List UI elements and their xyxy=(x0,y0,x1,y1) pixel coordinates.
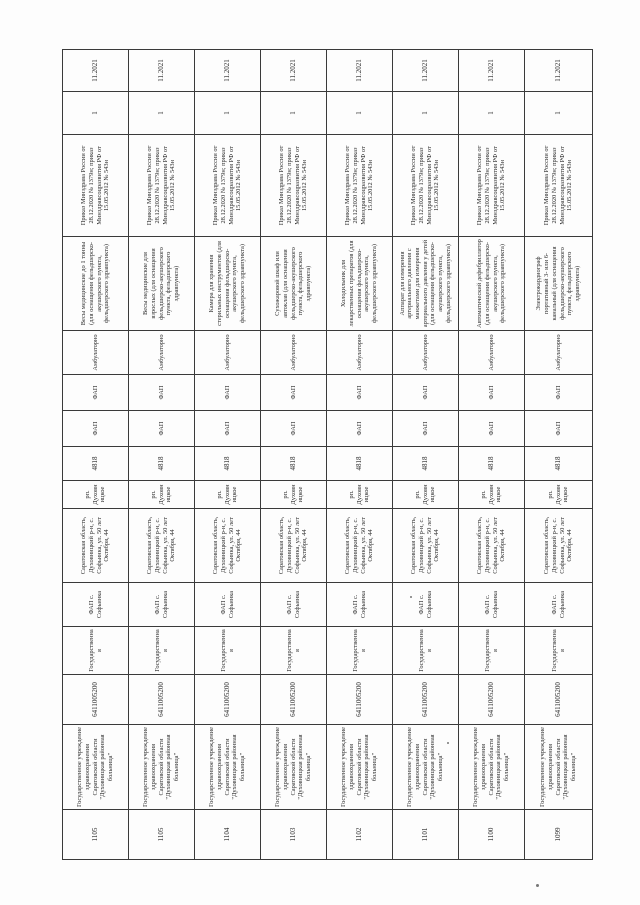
table-cell: Приказ Минздрава России от 28.12.2020 № 1379н; приказ Минздравсоцразвития РФ от 15.05.2012 № 543н xyxy=(63,135,129,237)
table-record-row xyxy=(459,50,525,860)
table-cell: ФАП xyxy=(327,375,393,411)
table-cell: 6411005200 xyxy=(393,675,459,725)
table-cell: Государственное учреждение здравоохранения Саратовской области "Духовницкая районная больница" xyxy=(63,725,129,810)
table-record-row xyxy=(261,50,327,860)
table-cell: ФАП с. Софьинка xyxy=(393,583,459,627)
scan-speck xyxy=(536,884,539,887)
table-cell: Приказ Минздрава России от 28.12.2020 № 1379н; приказ Минздравсоцразвития РФ от 15.05.2012 № 543н xyxy=(327,135,393,237)
table-cell: рп. Духовницкое xyxy=(459,481,525,509)
table-cell: Амбулаторно xyxy=(63,331,129,375)
table-cell: 1 xyxy=(195,92,261,135)
table-cell: рп. Духовницкое xyxy=(63,481,129,509)
table-cell: 11.2021 xyxy=(327,50,393,92)
table-cell: 1101 xyxy=(393,810,459,860)
table-cell: 11.2021 xyxy=(129,50,195,92)
table-cell: 11.2021 xyxy=(459,50,525,92)
table-cell: 11.2021 xyxy=(393,50,459,92)
table-cell: ФАП xyxy=(63,411,129,447)
table-cell: 4818 xyxy=(459,447,525,481)
table-cell: Государственная xyxy=(327,627,393,675)
table-cell: 6411005200 xyxy=(327,675,393,725)
table-cell: ФАП с. Софьинка xyxy=(195,583,261,627)
table-cell: ФАП xyxy=(459,375,525,411)
table-cell: Приказ Минздрава России от 28.12.2020 № 1379н; приказ Минздравсоцразвития РФ от 15.05.2012 № 543н xyxy=(129,135,195,237)
table-cell: Государственное учреждение здравоохранения Саратовской области "Духовницкая районная больница" xyxy=(525,725,593,810)
table-cell: 4818 xyxy=(195,447,261,481)
table-cell: ФАП xyxy=(195,411,261,447)
table-cell: 4818 xyxy=(63,447,129,481)
table-cell: 6411005200 xyxy=(129,675,195,725)
table-cell: 1104 xyxy=(195,810,261,860)
table-cell: 6411005200 xyxy=(261,675,327,725)
table-cell: ФАП xyxy=(393,375,459,411)
table-cell: 1 xyxy=(63,92,129,135)
table-cell: рп. Духовницкое xyxy=(261,481,327,509)
table-cell: Весы медицинские для взрослых (для оснащения фельдшерско-акушерского пункта, фельдшерского здравпункта) xyxy=(129,237,195,331)
table-cell: Амбулаторно xyxy=(129,331,195,375)
table-cell: 6411005200 xyxy=(525,675,593,725)
table-cell: 1100 xyxy=(459,810,525,860)
rotated-table-wrapper xyxy=(62,50,592,860)
table-cell: ФАП с. Софьинка xyxy=(63,583,129,627)
table-cell: Саратовская область, Духовницкий р-н, с. Софьинка, ул. 50 лет Октября, 44 xyxy=(63,509,129,583)
table-cell: Саратовская область, Духовницкий р-н, с. Софьинка, ул. 50 лет Октября, 44 xyxy=(525,509,593,583)
scan-speck xyxy=(410,596,412,598)
table-record-row xyxy=(195,50,261,860)
table-cell: 1103 xyxy=(261,810,327,860)
table-cell: Государственная xyxy=(459,627,525,675)
equipment-table xyxy=(62,49,593,860)
table-cell: Амбулаторно xyxy=(525,331,593,375)
table-cell: Приказ Минздрава России от 28.12.2020 № 1379н; приказ Минздравсоцразвития РФ от 15.05.2012 № 543н xyxy=(195,135,261,237)
table-cell: Амбулаторно xyxy=(261,331,327,375)
table-cell: Электрокардиограф портативный 3- или 6-канальный (для оснащения фельдшерско-акушерского пункта, фельдшерского здравпункта) xyxy=(525,237,593,331)
table-cell: 11.2021 xyxy=(261,50,327,92)
table-record-row xyxy=(63,50,129,860)
table-cell: 4818 xyxy=(393,447,459,481)
table-cell: 1105 xyxy=(63,810,129,860)
table-cell: Приказ Минздрава России от 28.12.2020 № 1379н; приказ Минздравсоцразвития РФ от 15.05.2012 № 543н xyxy=(261,135,327,237)
table-cell: ФАП с. Софьинка xyxy=(459,583,525,627)
table-cell: ФАП с. Софьинка xyxy=(525,583,593,627)
table-cell: 4818 xyxy=(327,447,393,481)
table-cell: Государственная xyxy=(129,627,195,675)
table-cell: ФАП xyxy=(525,411,593,447)
table-cell: 1 xyxy=(327,92,393,135)
table-cell: Государственная xyxy=(195,627,261,675)
table-record-row xyxy=(525,50,593,860)
table-cell: рп. Духовницкое xyxy=(195,481,261,509)
table-cell: 6411005200 xyxy=(459,675,525,725)
table-cell: Саратовская область, Духовницкий р-н, с. Софьинка, ул. 50 лет Октября, 44 xyxy=(459,509,525,583)
table-cell: ФАП xyxy=(459,411,525,447)
table-cell: ФАП xyxy=(63,375,129,411)
table-cell: Амбулаторно xyxy=(195,331,261,375)
table-cell: Сухожаровой шкаф или автоклав (для оснащения фельдшерско-акушерского пункта, фельдшерского здравпункта) xyxy=(261,237,327,331)
table-cell: 1102 xyxy=(327,810,393,860)
table-cell: Государственная xyxy=(63,627,129,675)
table-cell: Приказ Минздрава России от 28.12.2020 № 1379н; приказ Минздравсоцразвития РФ от 15.05.2012 № 543н xyxy=(459,135,525,237)
table-cell: 4818 xyxy=(261,447,327,481)
table-cell: 1 xyxy=(129,92,195,135)
table-cell: Государственное учреждение здравоохранения Саратовской области "Духовницкая районная больница" xyxy=(327,725,393,810)
table-record-row xyxy=(327,50,393,860)
table-cell: рп. Духовницкое xyxy=(525,481,593,509)
table-cell: 1099 xyxy=(525,810,593,860)
table-cell: 1 xyxy=(459,92,525,135)
table-cell: Государственное учреждение здравоохранения Саратовской области "Духовницкая районная больница" xyxy=(393,725,459,810)
table-record-row xyxy=(393,50,459,860)
table-cell: 1 xyxy=(261,92,327,135)
table-cell: 1 xyxy=(525,92,593,135)
table-cell: ФАП xyxy=(129,375,195,411)
table-cell: ФАП xyxy=(195,375,261,411)
table-cell: ФАП xyxy=(129,411,195,447)
table-cell: 6411005200 xyxy=(195,675,261,725)
table-cell: ФАП xyxy=(327,411,393,447)
table-cell: ФАП xyxy=(261,411,327,447)
table-cell: Весы медицинские до 1 тонны (для оснащения фельдшерско-акушерского пункта, фельдшерского здравпункта) xyxy=(63,237,129,331)
table-cell: рп. Духовницкое xyxy=(327,481,393,509)
table-cell: Саратовская область, Духовницкий р-н, с. Софьинка, ул. 50 лет Октября, 44 xyxy=(261,509,327,583)
table-cell: Государственное учреждение здравоохранения Саратовской области "Духовницкая районная больница" xyxy=(261,725,327,810)
table-cell: Государственная xyxy=(525,627,593,675)
table-cell: 1105 xyxy=(129,810,195,860)
table-cell: Государственная xyxy=(261,627,327,675)
table-record-row xyxy=(129,50,195,860)
table-cell: ФАП xyxy=(261,375,327,411)
table-cell: Государственное учреждение здравоохранения Саратовской области "Духовницкая районная больница" xyxy=(195,725,261,810)
table-cell: Автоматический дефибриллятор (для оснащения фельдшерско-акушерского пункта, фельдшерского здравпункта) xyxy=(459,237,525,331)
table-cell: ФАП с. Софьинка xyxy=(261,583,327,627)
table-cell: рп. Духовницкое xyxy=(129,481,195,509)
scan-speck xyxy=(447,742,449,744)
table-cell: 11.2021 xyxy=(195,50,261,92)
table-cell: 11.2021 xyxy=(525,50,593,92)
table-cell: 11.2021 xyxy=(63,50,129,92)
table-cell: Саратовская область, Духовницкий р-н, с. Софьинка, ул. 50 лет Октября, 44 xyxy=(129,509,195,583)
table-cell: Холодильник для лекарственных препаратов (для оснащения фельдшерско-акушерского пункта, фельдшерского здравпункта) xyxy=(327,237,393,331)
table-cell: Саратовская область, Духовницкий р-н, с. Софьинка, ул. 50 лет Октября, 44 xyxy=(195,509,261,583)
table-cell: Саратовская область, Духовницкий р-н, с. Софьинка, ул. 50 лет Октября, 44 xyxy=(327,509,393,583)
table-cell: 4818 xyxy=(525,447,593,481)
table-cell: 4818 xyxy=(129,447,195,481)
table-cell: 6411005200 xyxy=(63,675,129,725)
table-cell: ФАП с. Софьинка xyxy=(327,583,393,627)
table-cell: Приказ Минздрава России от 28.12.2020 № 1379н; приказ Минздравсоцразвития РФ от 15.05.2012 № 543н xyxy=(525,135,593,237)
table-cell: Амбулаторно xyxy=(393,331,459,375)
table-cell: Саратовская область, Духовницкий р-н, с. Софьинка, ул. 50 лет Октября, 44 xyxy=(393,509,459,583)
table-cell: Аппарат для измерения артериального давления с манжетами для измерения артериального давления у детей (для оснащения фельдшерско-акушерского пункта, фельдшерского здравпункта) xyxy=(393,237,459,331)
table-cell: ФАП xyxy=(393,411,459,447)
table-cell: Приказ Минздрава России от 28.12.2020 № 1379н; приказ Минздравсоцразвития РФ от 15.05.2012 № 543н xyxy=(393,135,459,237)
table-cell: ФАП с. Софьинка xyxy=(129,583,195,627)
table-cell: Государственное учреждение здравоохранения Саратовской области "Духовницкая районная больница" xyxy=(129,725,195,810)
table-cell: Государственная xyxy=(393,627,459,675)
table-cell: ФАП xyxy=(525,375,593,411)
table-cell: Амбулаторно xyxy=(327,331,393,375)
table-cell: 1 xyxy=(393,92,459,135)
table-cell: Камера для хранения стерильных инструментов (для оснащения фельдшерско-акушерского пункта, фельдшерского здравпункта) xyxy=(195,237,261,331)
table-cell: Амбулаторно xyxy=(459,331,525,375)
table-cell: Государственное учреждение здравоохранения Саратовской области "Духовницкая районная больница" xyxy=(459,725,525,810)
table-cell: рп. Духовницкое xyxy=(393,481,459,509)
